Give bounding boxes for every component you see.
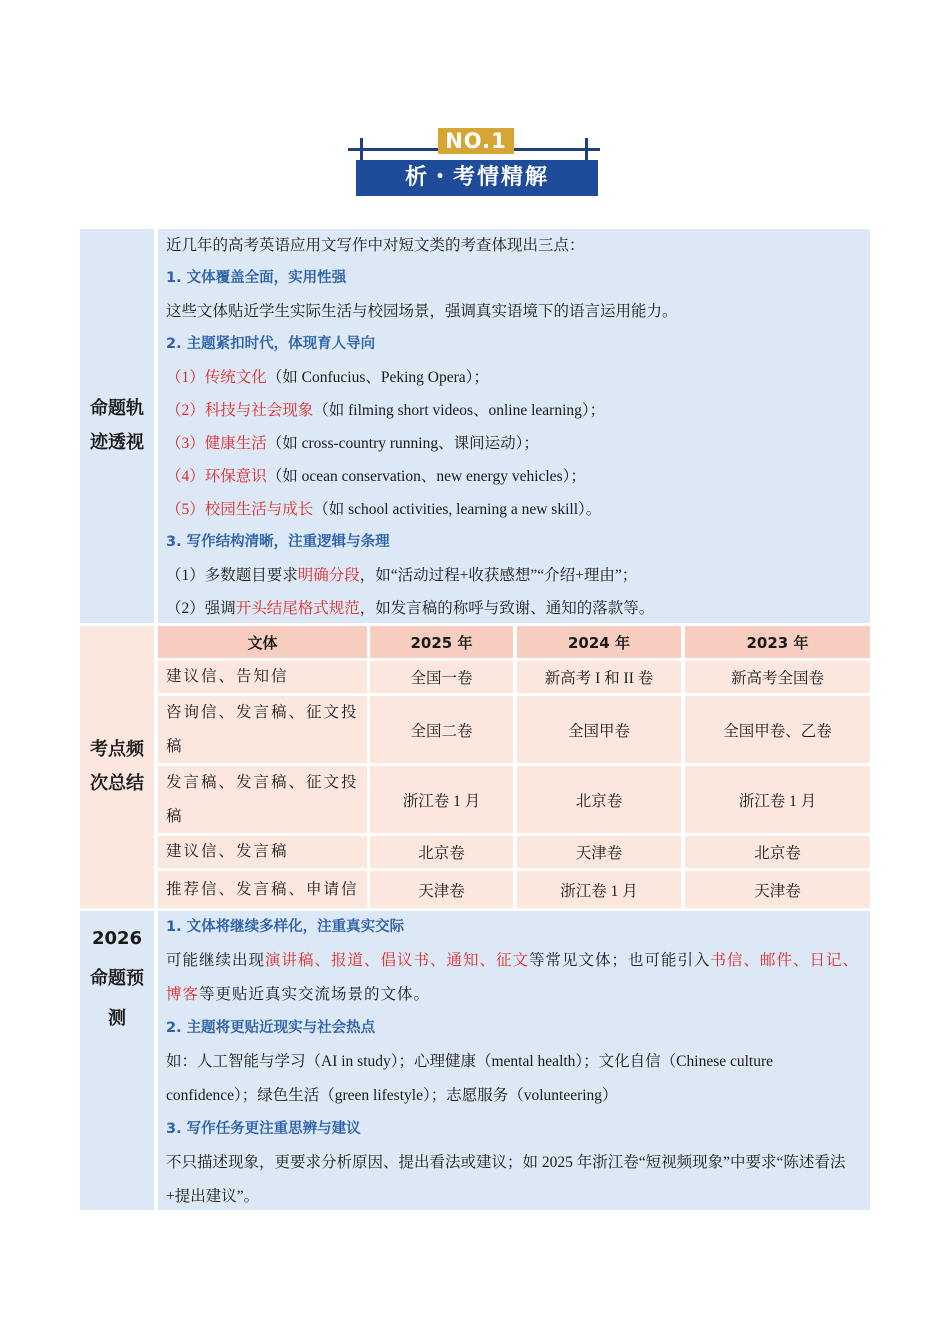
theme-item: （5）校园生活与成长（如 school activities, learning a new skill）。 — [166, 501, 602, 518]
theme-item: （1）传统文化（如 Confucius、Peking Opera）； — [166, 369, 489, 386]
section3-label: 2026 命题预测 — [80, 911, 154, 1210]
table-cell: 天津卷 — [370, 871, 513, 908]
section3-para-2: 如：人工智能与学习（AI in study）；心理健康（mental health）；文化自信（Chinese culture confidence）；绿色生活（green lifestyle）；志愿服务（volunteering） — [166, 1053, 774, 1104]
table-cell: 建议信、告知信 — [158, 661, 367, 693]
section1-content — [158, 229, 870, 623]
table-row — [158, 766, 870, 833]
section3-para-1: 可能继续出现演讲稿、报道、倡议书、通知、征文等常见文体；也可能引入书信、邮件、日记、博客等更贴近真实交流场景的文体。 — [166, 952, 860, 1003]
table-cell: 北京卷 — [685, 836, 870, 868]
table-cell: 新高考全国卷 — [685, 661, 870, 693]
section1-heading-1: 1. 文体覆盖全面，实用性强 — [166, 270, 347, 286]
section3-heading-3: 3. 写作任务更注重思辨与建议 — [166, 1121, 361, 1137]
table-row — [158, 661, 870, 693]
theme-item: （2）科技与社会现象（如 filming short videos、online learning）； — [166, 402, 606, 419]
table-row — [158, 836, 870, 868]
theme-item: （3）健康生活（如 cross-country running、课间运动）； — [166, 435, 539, 452]
section1-intro: 近几年的高考英语应用文写作中对短文类的考查体现出三点： — [166, 237, 585, 254]
structure-item-2: （2）强调开头结尾格式规范，如发言稿的称呼与致谢、通知的落款等。 — [166, 600, 655, 617]
column-header: 2023 年 — [685, 626, 870, 658]
table-cell: 全国一卷 — [370, 661, 513, 693]
table-header-row — [158, 626, 870, 658]
table-cell: 天津卷 — [517, 836, 681, 868]
section3-content — [158, 911, 870, 1210]
section3-heading-2: 2. 主题将更贴近现实与社会热点 — [166, 1020, 376, 1036]
badge-rule-left — [360, 138, 363, 160]
section3-para-3: 不只描述现象，更要求分析原因、提出看法或建议；如 2025 年浙江卷“短视频现象”中要求“陈述看法+提出建议”。 — [166, 1154, 846, 1205]
table-row — [158, 871, 870, 908]
table-row — [158, 696, 870, 763]
table-cell: 浙江卷 1 月 — [685, 766, 870, 833]
section2-label: 考点频次总结 — [80, 626, 154, 908]
table-cell: 全国甲卷 — [517, 696, 681, 763]
column-header: 文体 — [158, 626, 367, 658]
badge-rule-right — [585, 138, 588, 160]
structure-item-1: （1）多数题目要求明确分段，如“活动过程+收获感想”“介绍+理由”； — [166, 567, 638, 584]
section3-heading-1: 1. 文体将继续多样化，注重真实交际 — [166, 919, 405, 935]
section1-para-1: 这些文体贴近学生实际生活与校园场景，强调真实语境下的语言运用能力。 — [166, 303, 678, 320]
table-cell: 北京卷 — [370, 836, 513, 868]
theme-item: （4）环保意识（如 ocean conservation、new energy vehicles）； — [166, 468, 586, 485]
table-cell: 浙江卷 1 月 — [370, 766, 513, 833]
table-cell: 建议信、发言稿 — [158, 836, 367, 868]
table-cell: 发言稿、发言稿、征文投稿 — [158, 766, 367, 833]
table-cell: 推荐信、发言稿、申请信 — [158, 871, 367, 908]
table-cell: 天津卷 — [685, 871, 870, 908]
table-cell: 全国二卷 — [370, 696, 513, 763]
section1-label: 命题轨迹透视 — [80, 229, 154, 623]
badge-title: 析・考情精解 — [356, 160, 598, 196]
badge-number: NO.1 — [438, 128, 514, 154]
section-badge — [348, 128, 600, 198]
section1-heading-2: 2. 主题紧扣时代，体现育人导向 — [166, 336, 376, 352]
table-cell: 咨询信、发言稿、征文投稿 — [158, 696, 367, 763]
section1-heading-3: 3. 写作结构清晰，注重逻辑与条理 — [166, 534, 390, 550]
column-header: 2024 年 — [517, 626, 681, 658]
table-cell: 新高考 I 和 II 卷 — [517, 661, 681, 693]
table-cell: 北京卷 — [517, 766, 681, 833]
table-cell: 全国甲卷、乙卷 — [685, 696, 870, 763]
table-cell: 浙江卷 1 月 — [517, 871, 681, 908]
column-header: 2025 年 — [370, 626, 513, 658]
